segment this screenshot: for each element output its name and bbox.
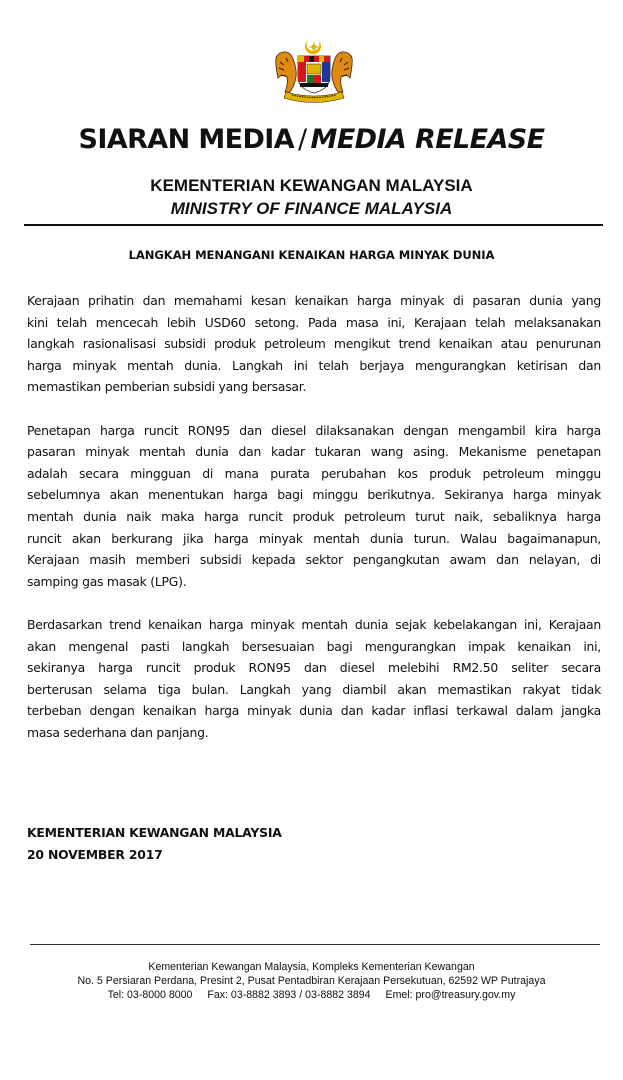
release-body: [27, 290, 601, 765]
footer-telephone: Tel: 03-8000 8000: [107, 989, 193, 1001]
paragraph-line: berterusan selama tiga bulan. Langkah yang diambil akan memastikan rakyat tidak: [27, 681, 601, 697]
paragraph-line: pasaran minyak mentah dunia dan kadar tukaran wang asing. Mekanisme penetapan: [27, 444, 601, 460]
footer-address-line-2: No. 5 Persiaran Perdana, Presint 2, Pusat Pentadbiran Kerajaan Persekutuan, 62592 WP Putrajaya: [77, 975, 546, 987]
paragraph-1: [27, 290, 601, 398]
footer-fax: Fax: 03-8882 3893 / 03-8882 3894: [207, 989, 371, 1001]
paragraph-line: akan mengenal pasti langkah bersesuaian bagi mengurangkan impak kenaikan ini,: [27, 638, 601, 654]
headline-malay: SIARAN MEDIA: [78, 124, 295, 155]
paragraph-line: memastikan pemberian subsidi yang bersasar.: [27, 379, 307, 395]
paragraph-line: sebelumnya akan menentukan harga bagi minggu berikutnya. Sekiranya harga minyak: [27, 487, 601, 503]
signoff: [27, 822, 282, 866]
footer-address-line-1: Kementerian Kewangan Malaysia, Kompleks Kementerian Kewangan: [148, 961, 475, 973]
paragraph-line: mentah dunia naik maka harga runcit produk petroleum turut naik, sebaliknya harga: [27, 508, 601, 524]
paragraph-line: Berdasarkan trend kenaikan harga minyak mentah dunia sejak kebelakangan ini, Kerajaan: [27, 616, 601, 632]
footer-divider: [30, 944, 600, 945]
paragraph-line: samping gas masak (LPG).: [27, 573, 187, 589]
paragraph-line: Kerajaan prihatin dan memahami kesan kenaikan harga minyak di pasaran dunia yang: [27, 293, 601, 308]
signoff-organisation: KEMENTERIAN KEWANGAN MALAYSIA: [27, 825, 282, 840]
ministry-name-malay: KEMENTERIAN KEWANGAN MALAYSIA: [150, 176, 473, 195]
signoff-date: 20 NOVEMBER 2017: [27, 847, 163, 862]
footer-contacts: [0, 988, 623, 1002]
paragraph-line: harga minyak mentah dunia. Langkah ini telah berjaya mengurangkan ketirisan dan: [27, 357, 601, 373]
paragraph-line: terbeban dengan kenaikan harga minyak dunia dan kadar inflasi terkawal dalam jangka: [27, 703, 601, 719]
paragraph-line: sekiranya harga runcit produk RON95 dan diesel melebihi RM2.50 seliter secara: [27, 660, 601, 676]
paragraph-line: Penetapan harga runcit RON95 dan diesel dilaksanakan dengan mengambil kira harga: [27, 422, 601, 438]
headline: [0, 124, 623, 155]
paragraph-line: kini telah mencecah lebih USD60 setong. Pada masa ini, Kerajaan telah melaksanakan: [27, 314, 601, 330]
paragraph-2: [27, 420, 601, 593]
paragraph-line: Kerajaan masih memberi subsidi kepada sektor pengangkutan awam dan nelayan, di: [27, 552, 601, 568]
coat-of-arms-icon: [268, 38, 360, 104]
footer: [0, 960, 623, 1002]
paragraph-3: [27, 614, 601, 744]
footer-email: Emel: pro@treasury.gov.my: [385, 989, 516, 1001]
paragraph-line: masa sederhana dan panjang.: [27, 724, 209, 740]
headline-separator: /: [298, 124, 307, 155]
headline-english: MEDIA RELEASE: [310, 124, 545, 155]
ministry-name-english: MINISTRY OF FINANCE MALAYSIA: [170, 199, 453, 218]
header-divider: [24, 224, 603, 226]
paragraph-line: runcit akan berkurang jika harga minyak mentah dunia turun. Walau bagaimanapun,: [27, 530, 601, 546]
paragraph-line: adalah secara mingguan di mana purata perubahan kos produk petroleum minggu: [27, 465, 601, 481]
paragraph-line: langkah rasionalisasi subsidi produk petroleum mengikut trend kenaikan atau penurunan: [27, 336, 601, 352]
release-title: LANGKAH MENANGANI KENAIKAN HARGA MINYAK DUNIA: [128, 248, 495, 262]
